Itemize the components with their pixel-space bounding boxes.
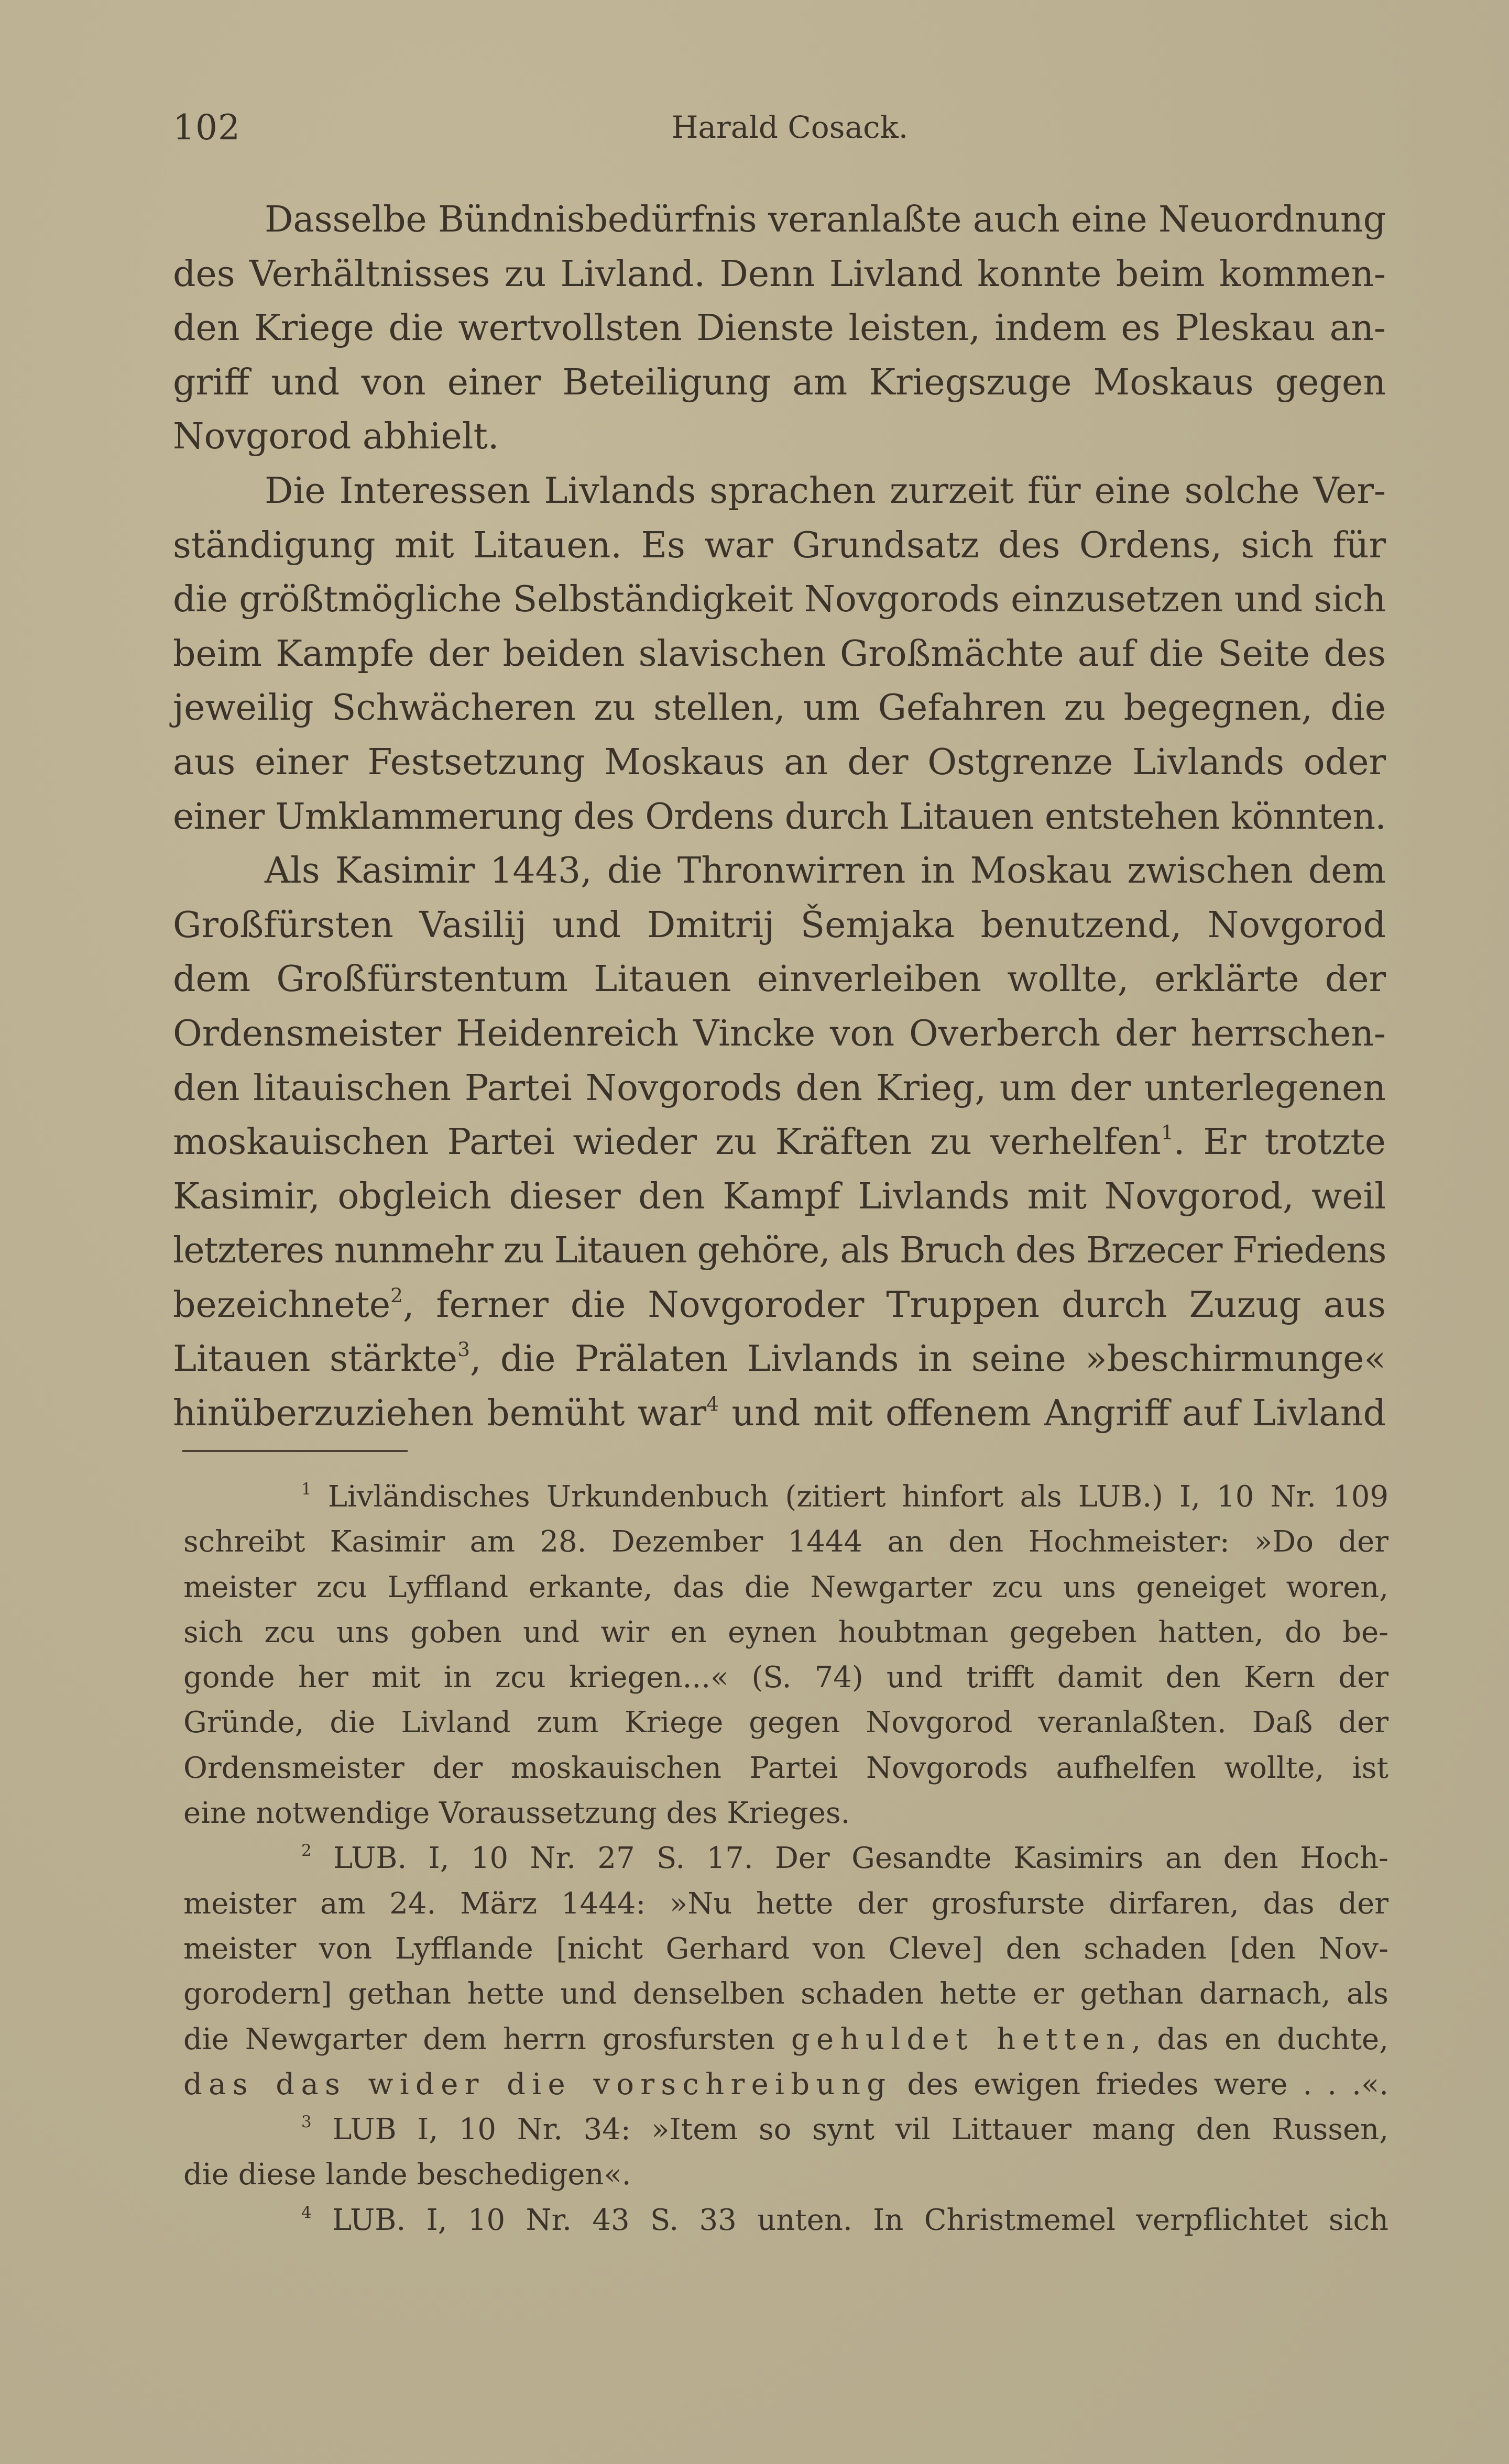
body-text-run: . Er trotzte	[1173, 1121, 1386, 1163]
footnote-ref-4[interactable]: 4	[706, 1392, 719, 1416]
footnote-number-3: 3	[301, 2113, 312, 2132]
footnote-1-line: sich zcu uns goben und wir en eynen houbtman gegeben hatten, do be-	[183, 1615, 1388, 1649]
body-line: Kasimir, obgleich dieser den Kampf Livlands mit Novgorod, weil	[173, 1175, 1386, 1217]
page-number: 102	[173, 107, 240, 148]
footnote-1-line: eine notwendige Voraussetzung des Krieges.	[183, 1796, 850, 1831]
body-line: Ordensmeister Heidenreich Vincke von Overberch der herrschen-	[173, 1013, 1386, 1054]
footnote-2-line	[183, 1836, 1388, 1881]
footnote-1-line	[183, 1475, 1388, 1520]
body-text-run: und mit offenem Angriff auf Livland	[718, 1393, 1386, 1435]
footnote-4-line	[183, 2198, 1388, 2243]
body-line: jeweilig Schwächeren zu stellen, um Gefahren zu begegnen, die	[173, 687, 1386, 729]
footnote-number-4: 4	[301, 2203, 312, 2222]
footnote-ref-3[interactable]: 3	[457, 1338, 470, 1361]
body-line: den Kriege die wertvollsten Dienste leisten, indem es Pleskau an-	[173, 307, 1386, 349]
body-line: die größtmögliche Selbständigkeit Novgorods einzusetzen und sich	[173, 579, 1386, 621]
footnote-1-line: Gründe, die Livland zum Kriege gegen Novgorod veranlaßten. Daß der	[183, 1706, 1388, 1740]
footnote-1-line: gonde her mit in zcu kriegen...« (S. 74) und trifft damit den Kern der	[183, 1660, 1388, 1695]
footnote-spaced-emphasis: das das wider die vorschreibung	[183, 2067, 892, 2102]
body-line: des Verhältnisses zu Livland. Denn Livland konnte beim kommen-	[173, 253, 1386, 295]
body-line-with-footnote-ref	[173, 1115, 1386, 1170]
footnote-text: LUB. I, 10 Nr. 27 S. 17. Der Gesandte Kasimirs an den Hoch-	[333, 1841, 1388, 1876]
body-line: ständigung mit Litauen. Es war Grundsatz des Ordens, sich für	[173, 524, 1386, 566]
body-line: beim Kampfe der beiden slavischen Großmächte auf die Seite des	[173, 633, 1386, 675]
footnote-number-2: 2	[301, 1841, 312, 1861]
body-line: letzteres nunmehr zu Litauen gehöre, als Bruch des Brzecer Friedens	[173, 1230, 1386, 1272]
running-title: Harald Cosack.	[671, 109, 909, 145]
footnote-1-line: schreibt Kasimir am 28. Dezember 1444 an den Hochmeister: »Do der	[183, 1525, 1388, 1559]
footnote-3-line	[183, 2107, 1388, 2152]
body-line-with-footnote-ref	[173, 1278, 1386, 1333]
body-text-run: bezeichnete	[173, 1284, 391, 1326]
footnotes	[183, 1475, 1388, 2243]
footnote-text: LUB. I, 10 Nr. 43 S. 33 unten. In Christmemel verpflichtet sich	[332, 2203, 1388, 2237]
body-text-run: , ferner die Novgoroder Truppen durch Zuzug aus	[402, 1284, 1386, 1326]
footnote-text: gorodern] gethan hette und denselben schaden hette er gethan darnach, als	[183, 1977, 1388, 2011]
footnote-3-line: die diese lande beschedigen«.	[183, 2158, 631, 2192]
body-line-with-footnote-ref	[173, 1332, 1386, 1387]
footnote-text: des ewigen friedes were . . .«.	[892, 2067, 1388, 2102]
footnote-text: Livländisches Urkundenbuch (zitiert hinfort als LUB.) I, 10 Nr. 109	[327, 1480, 1388, 1514]
body-text	[173, 193, 1386, 1441]
footnote-number-1: 1	[301, 1479, 312, 1499]
body-line-with-footnote-ref	[173, 1387, 1386, 1441]
body-line: aus einer Festsetzung Moskaus an der Ostgrenze Livlands oder	[173, 741, 1386, 783]
body-line: Dasselbe Bündnisbedürfnis veranlaßte auch eine Neuordnung	[265, 199, 1386, 240]
body-line: Als Kasimir 1443, die Thronwirren in Moskau zwischen dem	[265, 850, 1386, 892]
footnote-text: , das en duchte,	[1131, 2022, 1389, 2056]
footnote-ref-2[interactable]: 2	[390, 1283, 403, 1307]
footnote-1-line: Ordensmeister der moskauischen Partei Novgorods aufhelfen wollte, ist	[183, 1751, 1388, 1785]
body-line: griff und von einer Beteiligung am Kriegszuge Moskaus gegen	[173, 361, 1386, 403]
footnote-spaced-emphasis: gehuldet hetten	[791, 2022, 1132, 2056]
footnote-text: die Newgarter dem herrn grosfursten	[183, 2022, 791, 2056]
footnote-1-line: meister zcu Lyffland erkante, das die Newgarter zcu uns geneiget woren,	[183, 1570, 1388, 1604]
footnote-2-line	[183, 1972, 1388, 2017]
body-line: Novgorod abhielt.	[173, 416, 499, 458]
body-text-run: hinüberzuziehen bemüht war	[173, 1393, 707, 1435]
body-line: dem Großfürstentum Litauen einverleiben wollte, erklärte der	[173, 959, 1386, 1000]
footnote-text: LUB I, 10 Nr. 34: »Item so synt vil Littauer mang den Russen,	[332, 2113, 1388, 2147]
body-line: Großfürsten Vasilij und Dmitrij Šemjaka benutzend, Novgorod	[173, 904, 1386, 946]
footnote-2-line: meister am 24. März 1444: »Nu hette der grosfurste dirfaren, das der	[183, 1886, 1388, 1921]
footnote-separator-rule	[182, 1450, 408, 1452]
body-text-run: , die Prälaten Livlands in seine »beschirmunge«	[469, 1338, 1386, 1380]
body-line: den litauischen Partei Novgorods den Krieg, um der unterlegenen	[173, 1067, 1386, 1109]
body-line: einer Umklammerung des Ordens durch Litauen entstehen könnten.	[173, 796, 1386, 838]
body-text-run: moskauischen Partei wieder zu Kräften zu verhelfen	[173, 1121, 1161, 1163]
footnote-2-line: meister von Lyfflande [nicht Gerhard von Cleve] den schaden [den Nov-	[183, 1931, 1388, 1966]
running-head	[173, 107, 1386, 149]
footnote-ref-1[interactable]: 1	[1161, 1121, 1174, 1145]
body-line: Die Interessen Livlands sprachen zurzeit für eine solche Ver-	[265, 470, 1386, 512]
body-text-run: Litauen stärkte	[173, 1338, 458, 1380]
footnote-2-line	[183, 2062, 1388, 2107]
footnote-2-line	[183, 2017, 1388, 2062]
